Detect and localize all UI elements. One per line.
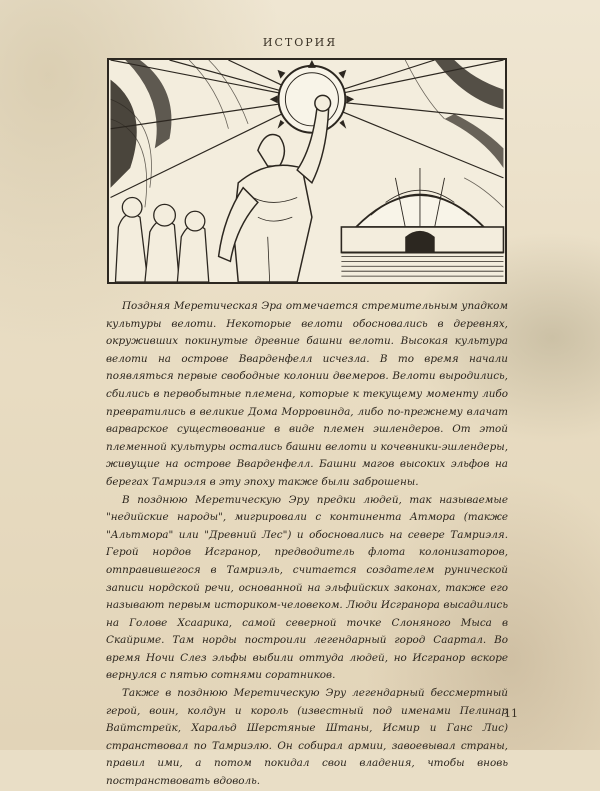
page-header: ИСТОРИЯ <box>262 36 338 49</box>
sun-hero-dome-icon <box>109 60 505 282</box>
paragraph-2: В позднюю Меретическую Эру предки людей, так называемые "недийские народы", мигрировали с континента Атмора (также "Альтмора" или "Древний Лес") и обосновались на севере Тамриэля. Герой нордов Исгранор, предводитель флота колонизаторов, отправившегося в Тамриэль, считается создателем рунической записи нордской речи, основанной на эльфийских законах, также его называют первым историком-человеком. Люди Исгранора высадились на Голове Хсаарика, самой северной точке Слоняного Мыса в Скайриме. Там норды построили легендарный город Саартал. Во время Ночи Слез эльфы выбили оттуда людей, но Исгранор вскоре вернулся с пятью сотнями соратников. <box>106 493 508 682</box>
paragraph-3: Также в позднюю Меретическую Эру легендарный бессмертный герой, воин, колдун и король (известный под именами Пелинар Вайтстрейк, Харальд Шерстяные Штаны, Исмир и Ганс Лис) странствовал по Тамриэлю. Он собирал армии, завоевывал страны, правил ими, а потом покидал свои владения, чтобы вновь постранствовать вдоволь. <box>106 687 508 788</box>
paragraph-1: Поздняя Меретическая Эра отмечается стремительным упадком культуры велоти. Некоторые велоти обосновались в деревнях, окруживших покинутые древние башни велоти. Высокая культура велоти на острове Вварденфелл исчезла. В то время начали появляться первые свободные колонии двемеров. Велоти выродились, сбились в первобытные племена, которые к текущему моменту либо превратились в великие Дома Морровинда, либо по-прежнему влачат варварское существование в виде племен эшлендеров. От этой племенной культуры остались башни велоти и кочевники-эшлендеры, живущие на острове Вварденфелл. Башни магов высоких эльфов на берегах Тамриэля в эту эпоху также были заброшены. <box>106 300 508 488</box>
body-text <box>106 298 508 791</box>
page-number: 11 <box>504 707 518 720</box>
chapter-illustration <box>107 58 507 284</box>
